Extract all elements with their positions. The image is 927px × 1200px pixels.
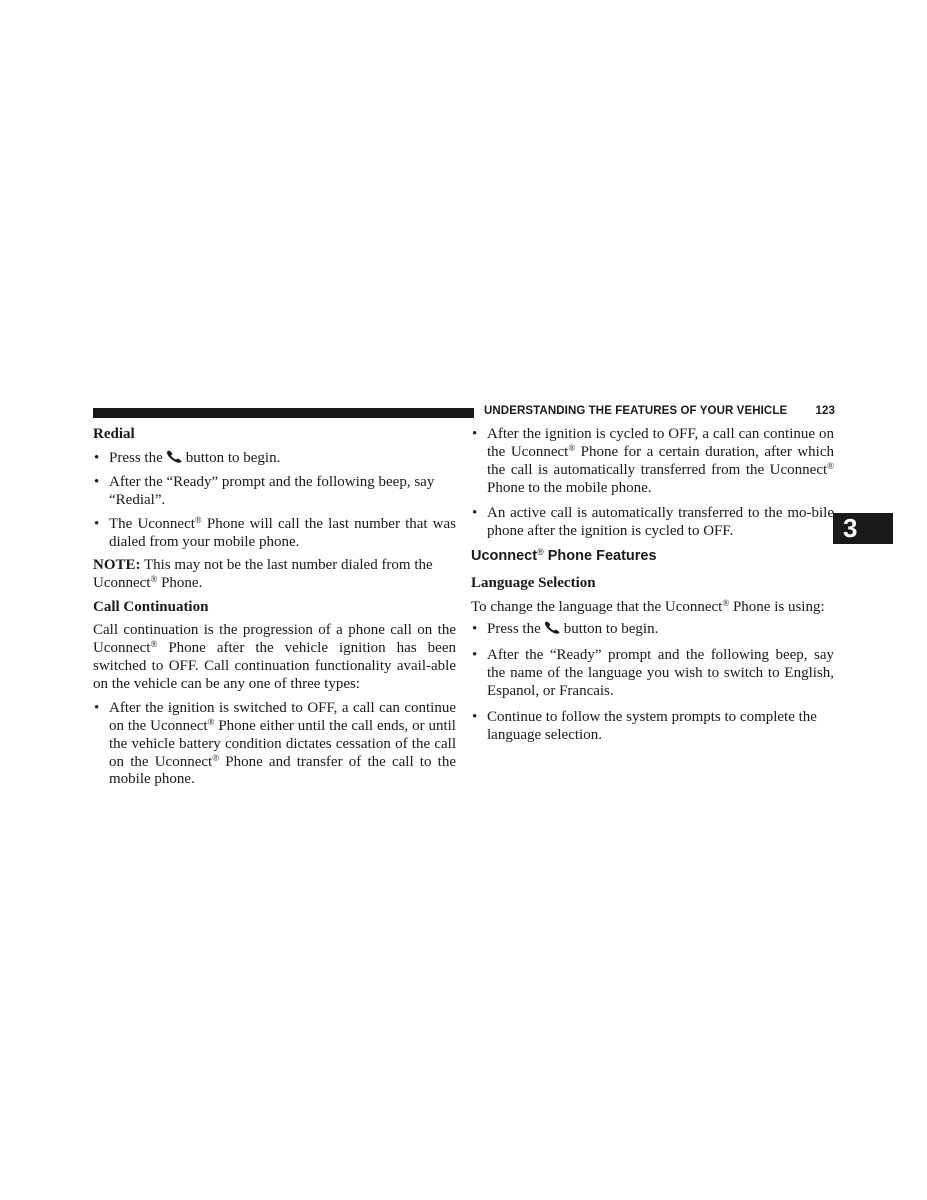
chapter-number: 3 — [843, 513, 858, 543]
header-rule — [93, 408, 474, 418]
redial-list — [93, 450, 456, 552]
call-continuation-paragraph: Call continuation is the progression of a phone call on the Uconnect® Phone after the vehicle ignition has been switched to OFF. Call continuation functionality avail-able on the vehicle can be any one of three types: — [93, 622, 456, 692]
redial-heading: Redial — [93, 426, 135, 442]
list-item: • After the “Ready” prompt and the following beep, say “Redial”. — [94, 473, 435, 508]
list-item: • Press the button to begin. — [472, 621, 659, 638]
section-title: UNDERSTANDING THE FEATURES OF YOUR VEHICLE — [484, 405, 788, 417]
call-continuation-heading: Call Continuation — [93, 599, 209, 616]
list-item: • An active call is automatically transferred to the mo-bile phone after the ignition is cycled to OFF. — [472, 504, 834, 539]
left-column — [93, 426, 456, 789]
list-item: • After the ignition is switched to OFF, a call can continue on the Uconnect® Phone either until the call ends, or until the vehicle battery condition dictates cessation of the call on the Uconnect® Phone and transfer of the call to the mobile phone. — [94, 699, 456, 788]
list-item: • The Uconnect® Phone will call the last number that was dialed from your mobile phone. — [94, 514, 457, 550]
features-heading: Uconnect® Phone Features — [471, 547, 657, 565]
bullet: • — [94, 449, 100, 466]
right-column — [471, 426, 834, 745]
note-paragraph: NOTE: This may not be the last number dialed from the Uconnect® Phone. — [93, 557, 433, 592]
language-intro: To change the language that the Uconnect® Phone is using: — [471, 598, 825, 616]
list-item: • After the ignition is cycled to OFF, a call can continue on the Uconnect® Phone for a certain duration, after which the call is automatically transferred from the Uconnect® Phone to the mobile phone. — [472, 426, 834, 496]
phone-icon — [544, 621, 562, 634]
phone-icon — [166, 450, 184, 463]
list-item: • Press the button to begin. — [94, 449, 281, 466]
call-continuation-list — [93, 700, 456, 790]
note-label: NOTE: — [93, 557, 141, 574]
list-item: • Continue to follow the system prompts to complete the language selection. — [472, 708, 817, 743]
list-item: • After the “Ready” prompt and the following beep, say the name of the language you wish to switch to English, Espanol, or Francais. — [472, 647, 834, 699]
page-number: 123 — [815, 405, 835, 417]
language-list — [471, 621, 834, 744]
language-selection-heading: Language Selection — [471, 575, 596, 592]
running-header — [484, 405, 835, 417]
chapter-tab — [833, 513, 893, 544]
call-continuation-list-cont — [471, 426, 834, 540]
